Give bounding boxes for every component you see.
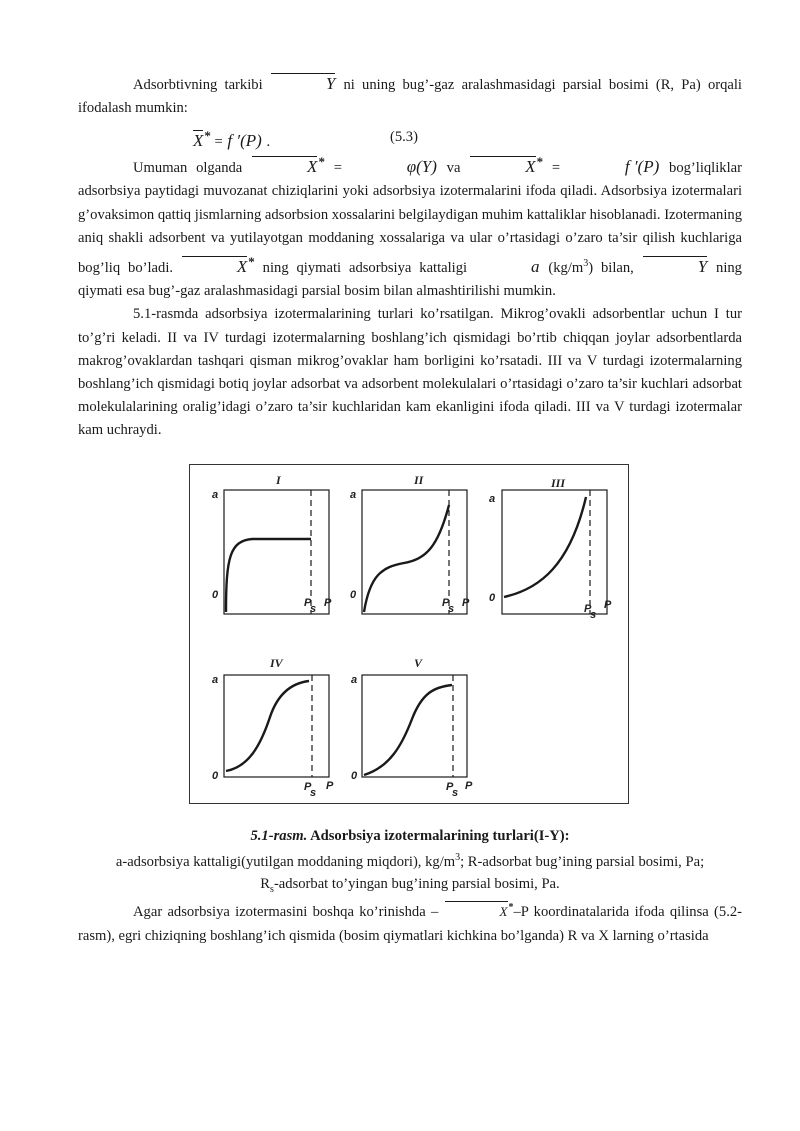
panel-3-origin: 0 bbox=[489, 592, 496, 604]
panel-4-axis-x: P bbox=[326, 780, 334, 792]
panel-3-ps-sub: s bbox=[590, 609, 597, 621]
panel-4-ps-sub: s bbox=[310, 787, 317, 799]
panel-2-ps: P bbox=[442, 597, 450, 609]
panel-4-ps: P bbox=[304, 781, 312, 793]
panel-2-frame bbox=[362, 490, 467, 614]
panel-3-ps: P bbox=[584, 603, 592, 615]
panel-1-origin: 0 bbox=[212, 589, 219, 601]
panel-1-ps: P bbox=[304, 597, 312, 609]
figure-caption: 5.1-rasm. Adsorbsiya izotermalarining turlari(I-Y): a-adsorbsiya kattaligi(yutilgan moddaning miqdori), $kg/m^3$; R-adsorbat bug’ining parsial bosimi, Pa; $R_s$-adsorbat to’yingan bug’ining parsial bosimi, Pa. bbox=[115, 828, 705, 895]
panel-4-curve bbox=[226, 681, 309, 771]
panel-2-origin: 0 bbox=[350, 589, 357, 601]
symbol-x-bar: X bbox=[192, 129, 204, 152]
panel-5-origin: 0 bbox=[351, 770, 358, 782]
paragraph-3: 5.1-rasmda adsorbsiya izotermalarining turlari ko’rsatilgan. Mikrog’ovakli adsorbentlar uchun I tur to’g’ri keladi. II va IV turdagi izotermalarning boshlang’ich qismidagi bo’rtib chiqqan joylar adsorbentlarda makrog’ovaklardan tashqari qisman mikrog’ovaklar ham borligini ko’rsatadi. III va V turdagi izotermalarning boshlang’ich qismidagi botiq joylar adsorbat va adsorbent molekulalari o’rtasidagi o’zaro ta’sir kuchlari adsorbat molekulalarining oralig’idagi o’zaro ta’sir kuchlaridan kam ekanligini ifoda qiladi. III va V turdagi izotermalar kam uchraydi. bbox=[78, 306, 742, 439]
panel-1-ps-sub: s bbox=[310, 603, 317, 615]
panel-3-axis-x: P bbox=[604, 599, 612, 611]
panel-2-label: II bbox=[414, 473, 424, 487]
paragraph-4: Agar adsorbsiya izotermasini boshqa ko’rinishda – X*–P koordinatalarida ifoda qilinsa (5.2-rasm), egri chiziqning boshlang’ich qismida (bosim qiymatlari kichkina bo’lganda) R va X larning o’rtasida bbox=[78, 896, 742, 948]
panel-5-curve bbox=[364, 685, 452, 775]
isotherm-figure bbox=[189, 464, 629, 804]
panel-3-axis-y: a bbox=[489, 493, 496, 505]
main-text bbox=[78, 72, 742, 443]
panel-4-axis-y: a bbox=[212, 674, 219, 686]
panel-5-ps: P bbox=[446, 781, 454, 793]
panel-5-label: V bbox=[414, 656, 423, 670]
panel-5-ps-sub: s bbox=[452, 787, 459, 799]
equation-5-3: X* = f ′(P) . (5.3) bbox=[78, 120, 742, 150]
paragraph-1: Adsorbtivning tarkibi Y ni uning bug’-gaz aralashmasidagi parsial bosimi (R, Pa) orqali ifodalash mumkin: bbox=[78, 74, 742, 117]
panel-4-frame bbox=[224, 675, 329, 777]
panel-1-axis-x: P bbox=[324, 597, 332, 609]
panel-5-axis-x: P bbox=[465, 780, 473, 792]
paragraph-2: Umuman olganda X* = φ(Y) va X* = f ′(P) bog’liqliklar adsorbsiya paytidagi muvozanat chiziqlarini yoki adsorbsiya izotermalarini ifoda qiladi. Adsorbsiya izotermalari g’ovaksimon qattiq jismlarning adsorbsion xossalarini belgilaydigan muhim kattaliklar hisoblanadi. Izotermaning aniq shakli adsorbent va yutilayotgan moddaning xossalariga va ular o’rtasidagi o’zaro ta’sir qilish kuchlariga bog’liq bo’ladi. X* ning qiymati adsorbsiya kattaligi a $(kg/m^3)$ bilan, Y ning qiymati esa bug’-gaz aralashmasidagi parsial bosim bilan almashtirilishi mumkin. bbox=[78, 154, 742, 300]
panel-1-label: I bbox=[276, 473, 281, 487]
panel-2-curve bbox=[364, 505, 449, 612]
equation-number: (5.3) bbox=[390, 129, 418, 146]
panel-5-axis-y: a bbox=[351, 674, 358, 686]
panel-4-origin: 0 bbox=[212, 770, 219, 782]
panel-2-ps-sub: s bbox=[448, 603, 455, 615]
panel-5-frame bbox=[362, 675, 467, 777]
panel-3-frame bbox=[502, 490, 607, 614]
panel-3-curve bbox=[504, 497, 586, 597]
panel-2-axis-y: a bbox=[350, 489, 357, 501]
panel-2-axis-x: P bbox=[462, 597, 470, 609]
panel-1-curve bbox=[226, 539, 311, 612]
panel-4-label: IV bbox=[270, 656, 283, 670]
panel-1-frame bbox=[224, 490, 329, 614]
symbol-y-bar: Y bbox=[270, 72, 336, 95]
isotherm-graphs bbox=[190, 465, 630, 805]
panel-3-label: III bbox=[551, 476, 566, 490]
panel-1-axis-y: a bbox=[212, 489, 219, 501]
